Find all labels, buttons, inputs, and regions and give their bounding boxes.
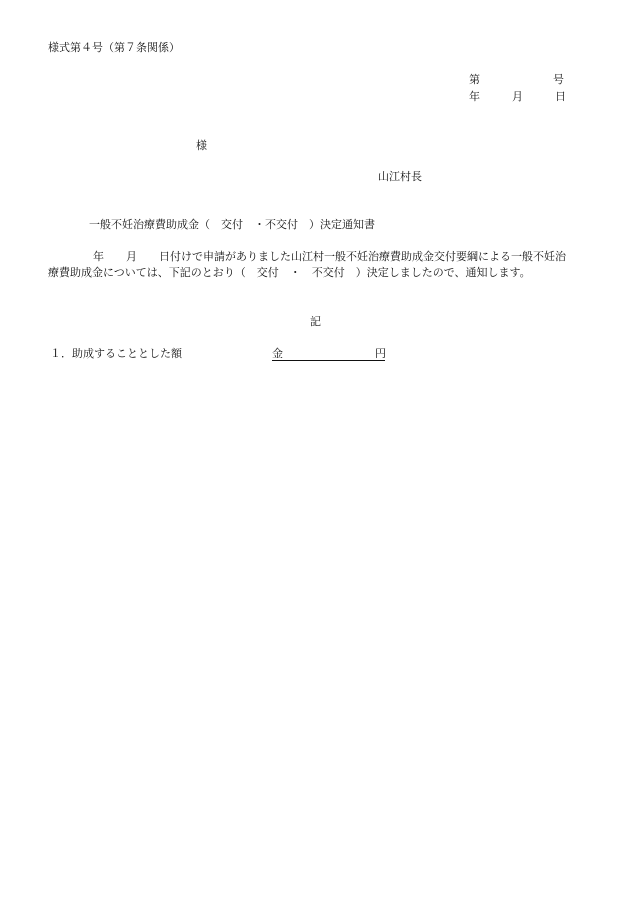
item-label: １．助成することとした額 [50, 347, 182, 360]
amount-suffix: 円 [375, 347, 386, 360]
document-number-suffix: 号 [553, 73, 564, 86]
document-title: 一般不妊治療費助成金（ 交付 ・不交付 ）決定通知書 [89, 218, 375, 231]
document-number-label: 第 [469, 73, 480, 86]
amount-blank-line [283, 360, 375, 361]
form-number: 様式第４号（第７条関係） [48, 41, 180, 54]
date-month-label: 月 [512, 90, 523, 103]
sender-name: 山江村長 [378, 170, 422, 183]
date-year-label: 年 [469, 90, 480, 103]
date-day-label: 日 [555, 90, 566, 103]
recipient-honorific: 様 [196, 139, 207, 152]
amount-prefix: 金 [272, 347, 283, 360]
body-text-line-2: 療費助成金については、下記のとおり（ 交付 ・ 不交付 ）決定しましたので、通知します。 [48, 266, 531, 279]
body-text-line-1: 年 月 日付けで申請がありました山江村一般不妊治療費助成金交付要綱による一般不妊治 [93, 250, 566, 263]
amount-suffix-underline [375, 360, 385, 361]
amount-prefix-underline [272, 360, 283, 361]
ki-heading: 記 [310, 315, 321, 328]
